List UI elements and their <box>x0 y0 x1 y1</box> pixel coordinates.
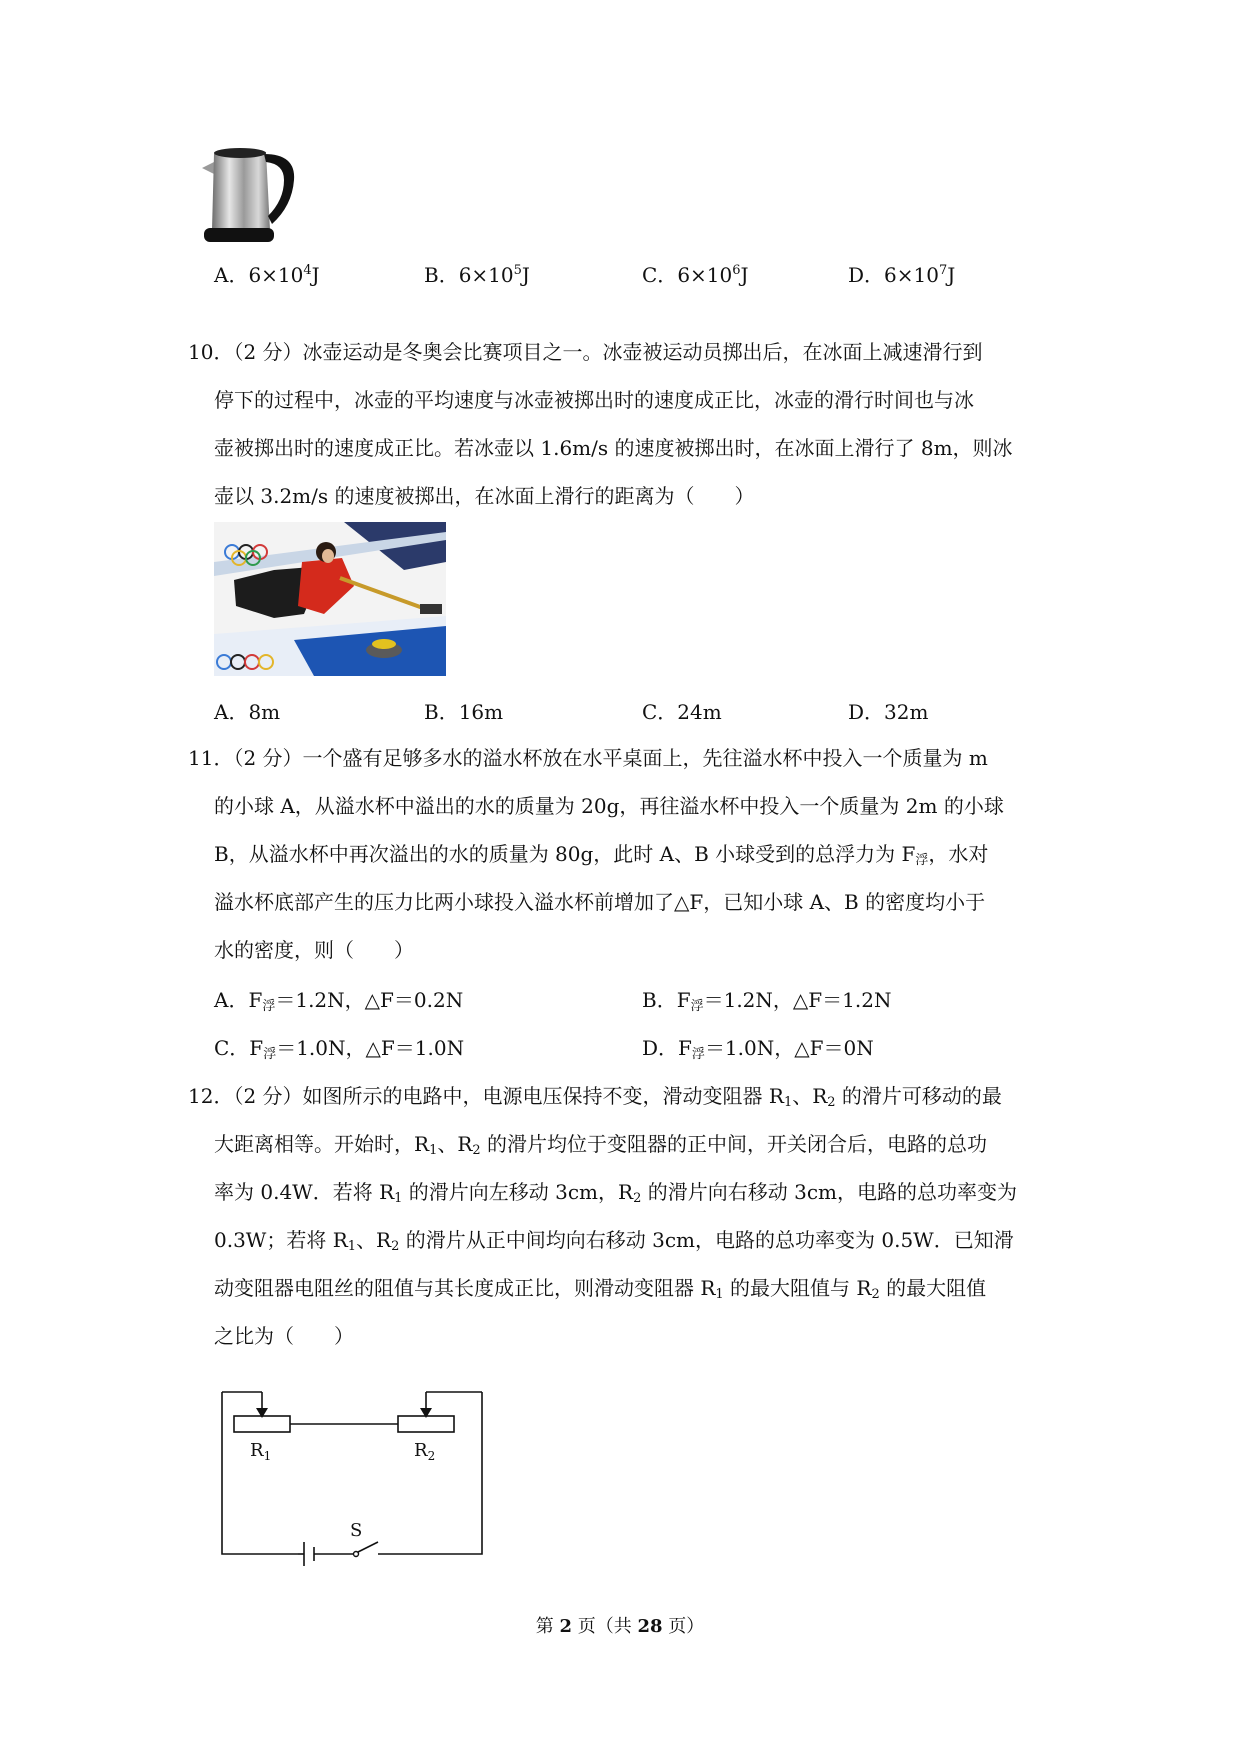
q11-line-1: 11．（2 分）一个盛有足够多水的溢水杯放在水平桌面上，先往溢水杯中投入一个质量为 m <box>188 746 988 770</box>
circuit-diagram <box>218 1372 486 1572</box>
resistor-r1 <box>234 1416 290 1432</box>
label-r1: $R_1$ <box>250 1440 272 1463</box>
q10-option-c: C．24m <box>642 700 722 724</box>
label-r2: $R_2$ <box>414 1440 436 1463</box>
q9-option-b: B．$6\times 10^5J$ <box>424 263 530 287</box>
q12-line-5: 动变阻器电阻丝的阻值与其长度成正比，则滑动变阻器 $R_1$ 的最大阻值与 $R_2$ 的最大阻值 <box>214 1276 987 1302</box>
q11-option-c: C．$F_浮=1.0N$，△F＝1.0N <box>214 1036 465 1062</box>
q12-line-3: 率为 0.4W．若将 $R_1$ 的滑片向左移动 3cm，$R_2$ 的滑片向右移动 3cm，电路的总功率变为 <box>214 1180 1017 1206</box>
page-footer: 第 2 页（共 28 页） <box>535 1616 705 1637</box>
resistor-r2 <box>398 1416 454 1432</box>
q9-option-c: C．$6\times 10^6J$ <box>642 263 749 287</box>
q10-line-4: 壶以 3.2m/s 的速度被掷出，在冰面上滑行的距离为（ ） <box>214 484 755 508</box>
q11-line-5: 水的密度，则（ ） <box>214 938 414 962</box>
q12-line-6: 之比为（ ） <box>214 1324 354 1348</box>
q9-option-d: D．$6\times 10^7J$ <box>848 263 956 287</box>
label-switch: S <box>350 1520 363 1541</box>
q10-line-2: 停下的过程中，冰壶的平均速度与冰壶被掷出时的速度成正比，冰壶的滑行时间也与冰 <box>214 388 974 412</box>
electric-kettle-image <box>200 140 300 248</box>
q11-option-d: D．$F_浮=1.0N$，△F＝0N <box>642 1036 874 1062</box>
q12-line-4: 0.3W；若将 $R_1$、$R_2$ 的滑片从正中间均向右移动 3cm，电路的总功率变为 0.5W．已知滑 <box>214 1228 1014 1254</box>
total-page-count: 28 <box>637 1616 663 1637</box>
q11-line-4: 溢水杯底部产生的压力比两小球投入溢水杯前增加了△F，已知小球 A、B 的密度均小于 <box>214 890 986 914</box>
q10-option-a: A．8m <box>214 700 281 724</box>
switch-pivot <box>354 1552 359 1557</box>
q11-line-3: B，从溢水杯中再次溢出的水的质量为 80g，此时 A、B 小球受到的总浮力为 $F_浮$，水对 <box>214 842 989 868</box>
q11-line-2: 的小球 A，从溢水杯中溢出的水的质量为 20g，再往溢水杯中投入一个质量为 2m 的小球 <box>214 794 1004 818</box>
q12-line-1: 12．（2 分）如图所示的电路中，电源电压保持不变，滑动变阻器 $R_1$、$R_2$ 的滑片可移动的最 <box>188 1084 1002 1110</box>
q10-line-1: 10．（2 分）冰壶运动是冬奥会比赛项目之一。冰壶被运动员掷出后，在冰面上减速滑行到 <box>188 340 983 364</box>
q11-option-b: B．$F_浮=1.2N$，△F＝1.2N <box>642 988 892 1014</box>
curling-athlete-image <box>214 522 446 676</box>
q11-option-a: A．$F_浮=1.2N$，△F＝0.2N <box>214 988 464 1014</box>
current-page-number: 2 <box>559 1616 572 1637</box>
q12-line-2: 大距离相等。开始时，$R_1$、$R_2$ 的滑片均位于变阻器的正中间，开关闭合后，电路的总功 <box>214 1132 988 1158</box>
q10-option-b: B．16m <box>424 700 504 724</box>
q10-line-3: 壶被掷出时的速度成正比。若冰壶以 1.6m/s 的速度被掷出时，在冰面上滑行了 8m，则冰 <box>214 436 1013 460</box>
q10-option-d: D．32m <box>848 700 929 724</box>
q9-option-a: A．$6\times 10^4J$ <box>214 263 320 287</box>
switch-blade <box>358 1542 378 1552</box>
